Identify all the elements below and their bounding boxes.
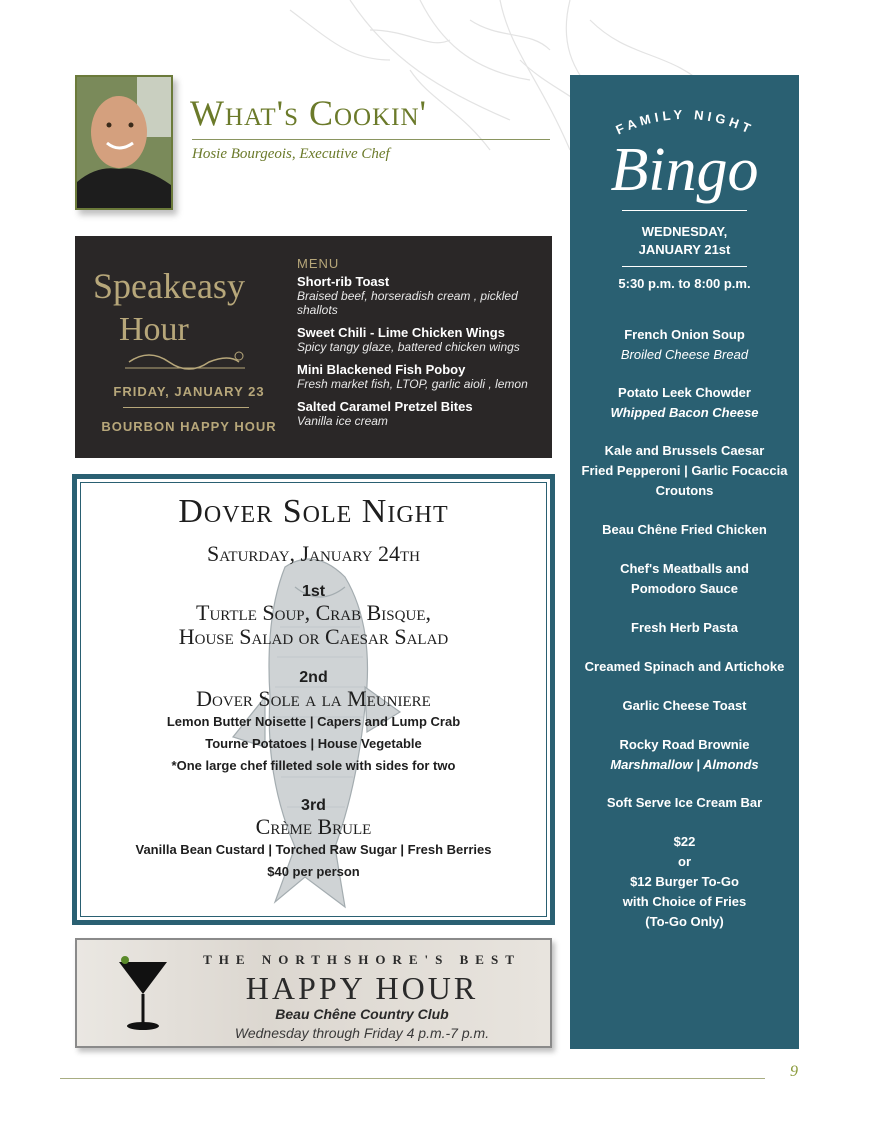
dish-name: Garlic Cheese Toast bbox=[622, 698, 747, 713]
bingo-menu-item bbox=[570, 657, 799, 677]
dish-detail: Marshmallow | Almonds bbox=[610, 757, 759, 772]
dish-name: Rocky Road Brownie bbox=[619, 737, 750, 752]
title-divider bbox=[192, 139, 550, 140]
price-line: with Choice of Fries bbox=[622, 894, 747, 909]
bingo-menu-item bbox=[570, 325, 799, 364]
bingo-menu-item bbox=[570, 793, 799, 813]
happy-hour-banner bbox=[75, 938, 552, 1048]
dover-price: $40 per person bbox=[267, 864, 360, 879]
chef-portrait-image bbox=[77, 77, 171, 208]
bingo-menu-item bbox=[570, 735, 799, 774]
dish-name: Pomodoro Sauce bbox=[631, 581, 738, 596]
speakeasy-hour-panel bbox=[75, 236, 552, 458]
menu-item-name: Short-rib Toast bbox=[297, 274, 390, 289]
menu-item-desc: Fresh market fish, LTOP, garlic aioli , lemon bbox=[297, 377, 528, 391]
bingo-menu-item bbox=[570, 618, 799, 638]
speakeasy-date: FRIDAY, JANUARY 23 bbox=[113, 384, 265, 399]
menu-item-name: Sweet Chili - Lime Chicken Wings bbox=[297, 325, 505, 340]
bingo-price-block bbox=[570, 832, 799, 932]
menu-item bbox=[297, 399, 547, 428]
logo-word-speakeasy: Speakeasy bbox=[93, 266, 245, 306]
course-label: 3rd bbox=[301, 797, 326, 814]
dish-name: Creamed Spinach and Artichoke bbox=[584, 659, 785, 674]
price-line: $22 bbox=[673, 834, 696, 849]
bingo-menu-item bbox=[570, 559, 799, 599]
course-label: 1st bbox=[301, 583, 326, 600]
bingo-menu-item bbox=[570, 383, 799, 422]
speakeasy-hour-logo bbox=[89, 258, 259, 378]
dish-name: Croutons bbox=[655, 483, 714, 498]
happy-hour-title: HAPPY HOUR bbox=[245, 970, 479, 1006]
club-name: Beau Chêne Country Club bbox=[275, 1006, 449, 1022]
dish-name: Potato Leek Chowder bbox=[618, 385, 751, 400]
menu-item-desc: Braised beef, horseradish cream , pickled shallots bbox=[297, 289, 518, 317]
bingo-menu-item bbox=[570, 441, 799, 501]
happy-hour-kicker: THE NORTHSHORE'S BEST bbox=[203, 952, 521, 967]
course-detail: Vanilla Bean Custard | Torched Raw Sugar | Fresh Berries bbox=[135, 842, 492, 857]
dover-sole-night-panel bbox=[72, 474, 555, 925]
dover-content bbox=[77, 479, 550, 883]
dish-name: Soft Serve Ice Cream Bar bbox=[606, 795, 763, 810]
dover-date: Saturday, January 24th bbox=[207, 541, 420, 566]
bingo-menu bbox=[570, 325, 799, 951]
speakeasy-tagline: BOURBON HAPPY HOUR bbox=[101, 419, 277, 434]
speakeasy-menu bbox=[297, 256, 547, 436]
course-title: Dover Sole a la Meuniere bbox=[196, 686, 431, 711]
menu-heading: MENU bbox=[297, 256, 340, 271]
page-number: 9 bbox=[790, 1063, 798, 1080]
bingo-date bbox=[570, 223, 799, 259]
price-line: or bbox=[678, 854, 691, 869]
footer-divider bbox=[60, 1078, 765, 1079]
bingo-menu-item bbox=[570, 520, 799, 540]
dish-detail: Broiled Cheese Bread bbox=[620, 347, 749, 362]
course-title: Turtle Soup, Crab Bisque, bbox=[196, 600, 431, 625]
logo-word-hour: Hour bbox=[119, 311, 189, 348]
bingo-divider bbox=[622, 210, 747, 211]
bingo-menu-item bbox=[570, 696, 799, 716]
course-detail: Lemon Butter Noisette | Capers and Lump Crab bbox=[166, 714, 461, 729]
menu-item-name: Salted Caramel Pretzel Bites bbox=[297, 399, 473, 414]
course-label: 2nd bbox=[299, 669, 328, 686]
family-night-text: FAMILY NIGHT bbox=[613, 106, 757, 138]
menu-item-desc: Vanilla ice cream bbox=[297, 414, 388, 428]
martini-glass-icon bbox=[117, 956, 169, 1032]
menu-item bbox=[297, 274, 547, 317]
bingo-night-panel bbox=[570, 75, 799, 1049]
bingo-date-line: WEDNESDAY, bbox=[641, 224, 728, 239]
bingo-time: 5:30 p.m. to 8:00 p.m. bbox=[618, 276, 751, 291]
menu-item bbox=[297, 362, 547, 391]
dish-name: French Onion Soup bbox=[624, 327, 745, 342]
course-title: Crème Brule bbox=[255, 814, 372, 839]
svg-text:FAMILY NIGHT bbox=[613, 107, 756, 138]
chef-byline: Hosie Bourgeois, Executive Chef bbox=[192, 146, 390, 162]
chef-photo bbox=[75, 75, 173, 210]
dover-title: Dover Sole Night bbox=[178, 493, 449, 530]
bingo-date-line: JANUARY 21st bbox=[638, 242, 731, 257]
happy-hour-time: Wednesday through Friday 4 p.m.-7 p.m. bbox=[234, 1025, 490, 1041]
price-line: $12 Burger To-Go bbox=[630, 874, 739, 889]
course-note: *One large chef filleted sole with sides for two bbox=[171, 758, 456, 773]
dish-name: Fresh Herb Pasta bbox=[631, 620, 738, 635]
menu-item bbox=[297, 325, 547, 354]
bingo-divider bbox=[622, 266, 747, 267]
dish-name: Fried Pepperoni | Garlic Focaccia bbox=[581, 463, 788, 478]
bingo-title: Bingo bbox=[610, 136, 759, 204]
speakeasy-divider bbox=[123, 407, 249, 408]
menu-item-desc: Spicy tangy glaze, battered chicken wings bbox=[297, 340, 520, 354]
course-detail: Tourne Potatoes | House Vegetable bbox=[205, 736, 422, 751]
dish-detail: Whipped Bacon Cheese bbox=[610, 405, 759, 420]
price-line: (To-Go Only) bbox=[645, 914, 724, 929]
dish-name: Chef's Meatballs and bbox=[620, 561, 749, 576]
dish-name: Beau Chêne Fried Chicken bbox=[602, 522, 767, 537]
dish-name: Kale and Brussels Caesar bbox=[604, 443, 765, 458]
course-title: House Salad or Caesar Salad bbox=[178, 624, 449, 649]
page-title: What's Cookin' bbox=[190, 93, 428, 133]
menu-item-name: Mini Blackened Fish Poboy bbox=[297, 362, 466, 377]
